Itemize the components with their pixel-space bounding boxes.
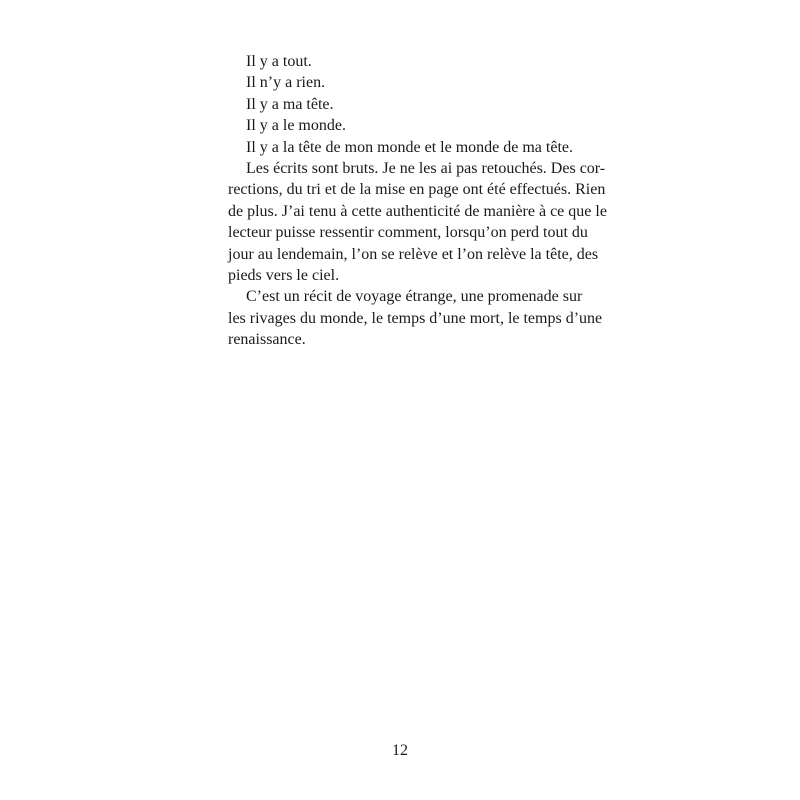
paragraph-line: pieds vers le ciel. — [228, 267, 340, 285]
text-line: Il y a ma tête. — [246, 95, 334, 113]
body-text — [228, 51, 607, 351]
text-line: Il y a tout. — [246, 53, 312, 70]
text-line: Il y a la tête de mon monde et le monde de ma tête. — [246, 138, 573, 156]
text-line: Il y a le monde. — [246, 117, 346, 135]
page-number: 12 — [392, 742, 408, 759]
paragraph-line: les rivages du monde, le temps d’une mort, le temps d’une — [228, 309, 603, 327]
paragraph-line: jour au lendemain, l’on se relève et l’on relève la tête, des — [228, 245, 599, 263]
paragraph-line: rections, du tri et de la mise en page ont été effectués. Rien — [228, 181, 606, 199]
paragraph-line: de plus. J’ai tenu à cette authenticité de manière à ce que le — [228, 202, 607, 220]
paragraph-line: C’est un récit de voyage étrange, une promenade sur — [246, 288, 583, 306]
paragraph-line: renaissance. — [228, 331, 306, 349]
paragraph-line: Les écrits sont bruts. Je ne les ai pas retouchés. Des cor- — [246, 160, 606, 178]
paragraph-line: lecteur puisse ressentir comment, lorsqu’on perd tout du — [228, 224, 588, 242]
text-line: Il n’y a rien. — [246, 74, 326, 92]
